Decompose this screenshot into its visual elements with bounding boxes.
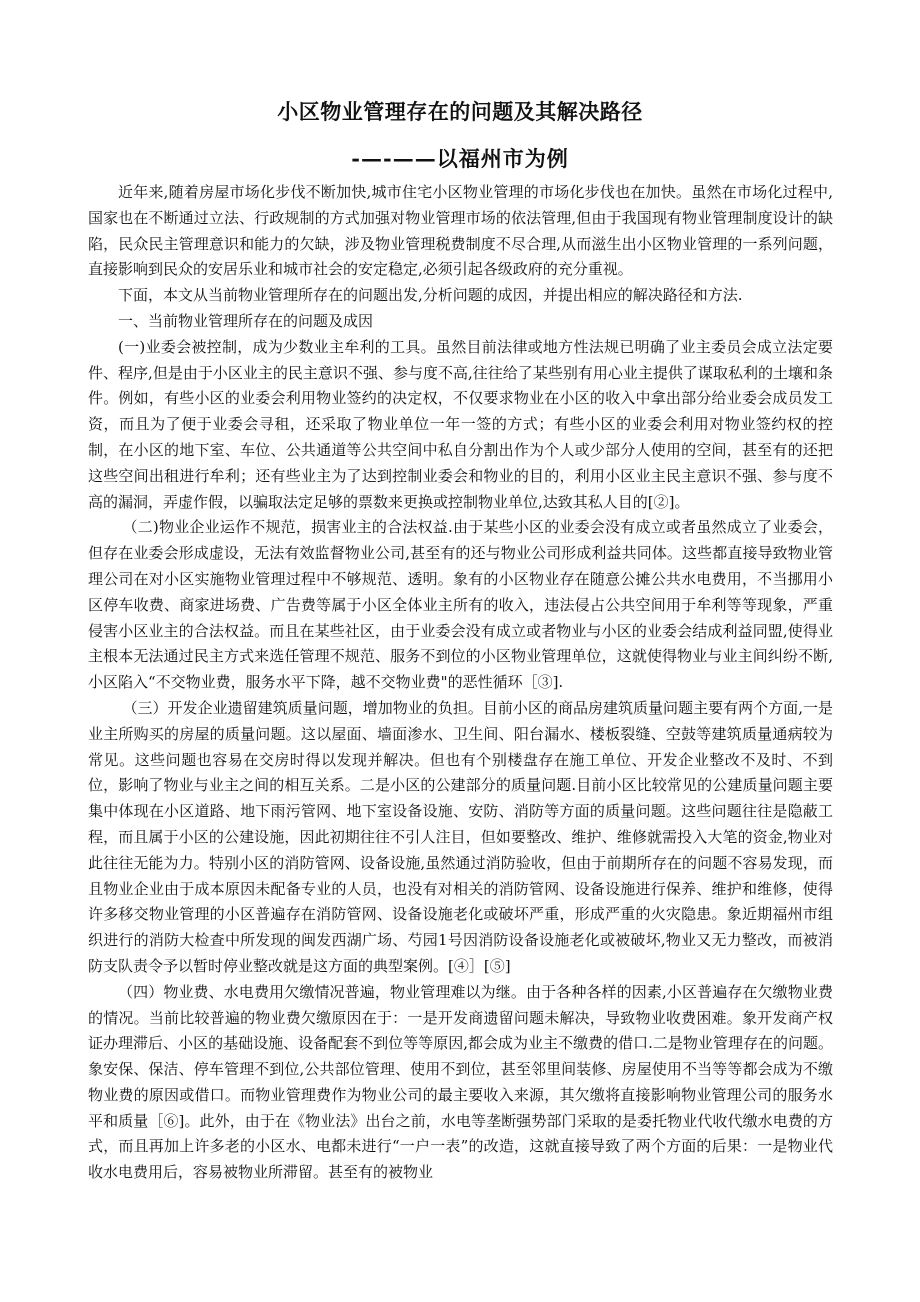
section-heading: 一、当前物业管理所存在的问题及成因 xyxy=(118,311,374,330)
paragraph-intro: 近年来,随着房屋市场化步伐不断加快,城市住宅小区物业管理的市场化步伐也在加快。虽然在市场化过程中,国家也在不断通过立法、行政规制的方式加强对物业管理市场的依法管理,但由于我国现有物业管理制度设计的缺陷，民众民主管理意识和能力的欠缺，涉及物业管理税费制度不尽合理,从而滋生出小区物业管理的一系列问题，直接影响到民众的安居乐业和城市社会的安定稳定,必须引起各级政府的充分重视。 xyxy=(88,183,833,279)
page-subtitle: -—-——以福州市为例 xyxy=(351,146,569,171)
page-title: 小区物业管理存在的问题及其解决路径 xyxy=(277,99,643,124)
article-body xyxy=(88,180,833,1186)
paragraph-point-3: （三）开发企业遗留建筑质量问题，增加物业的负担。目前小区的商品房建筑质量问题主要有两个方面,一是业主所购买的房屋的质量问题。这以屋面、墙面渗水、卫生间、阳台漏水、楼板裂缝、空鼓等建筑质量通病较为常见。这些问题也容易在交房时得以发现并解决。但也有个别楼盘存在施工单位、开发企业整改不及时、不到位，影响了物业与业主之间的相互关系。二是小区的公建部分的质量问题.目前小区比较常见的公建质量问题主要集中体现在小区道路、地下雨污管网、地下室设备设施、安防、消防等方面的质量问题。这些问题往往是隐蔽工程，而且属于小区的公建设施，因此初期往往不引人注目，但如要整改、维护、维修就需投入大笔的资金,物业对此往往无能为力。特别小区的消防管网、设备设施,虽然通过消防验收，但由于前期所存在的问题不容易发现，而且物业企业由于成本原因未配备专业的人员，也没有对相关的消防管网、设备设施进行保养、维护和维修，使得许多移交物业管理的小区普遍存在消防管网、设备设施老化或破坏严重，形成严重的火灾隐患。象近期福州市组织进行的消防大检查中所发现的闽发西湖广场、芍园1号因消防设备设施老化或被破坏,物业又无力整改，而被消防支队责令予以暂时停业整改就是这方面的典型案例。[④］[⑤] xyxy=(88,698,833,975)
paragraph-point-1: (一)业委会被控制，成为少数业主牟利的工具。虽然目前法律或地方性法规已明确了业主委员会成立法定要件、程序,但是由于小区业主的民主意识不强、参与度不高,往往给了某些别有用心业主提供了谋取私利的土壤和条件。例如，有些小区的业委会利用物业签约的决定权，不仅要求物业在小区的收入中拿出部分给业委会成员发工资，而且为了便于业委会寻租，还采取了物业单位一年一签的方式；有些小区的业委会利用对物业签约权的控制，在小区的地下室、车位、公共通道等公共空间中私自分割出作为个人或少部分人使用的空间，甚至有的还把这些空间出租进行牟利；还有些业主为了达到控制业委会和物业的目的，利用小区业主民主意识不强、参与度不高的漏洞，弄虚作假，以骗取法定足够的票数来更换或控制物业单位,达致其私人目的[②]。 xyxy=(88,337,833,511)
paragraph-point-4: （四）物业费、水电费用欠缴情况普遍，物业管理难以为继。由于各种各样的因素,小区普遍存在欠缴物业费的情况。当前比较普遍的物业费欠缴原因在于：一是开发商遗留问题未解决，导致物业收费困难。象开发商产权证办理滞后、小区的基础设施、设备配套不到位等等原因,都会成为业主不缴费的借口.二是物业管理存在的问题。象安保、保洁、停车管理不到位,公共部位管理、使用不到位，甚至邻里间装修、房屋使用不当等等都会成为不缴物业费的原因或借口。而物业管理费作为物业公司的最主要收入来源，其欠缴将直接影响物业管理公司的服务水平和质量［⑥]。此外，由于在《物业法》出台之前，水电等垄断强势部门采取的是委托物业代收代缴水电费的方式，而且再加上许多老的小区水、电都未进行“一户一表”的改造，这就直接导致了两个方面的后果：一是物业代收水电费用后，容易被物业所滞留。甚至有的被物业 xyxy=(88,982,833,1182)
paragraph-point-2: （二)物业企业运作不规范，损害业主的合法权益.由于某些小区的业委会没有成立或者虽然成立了业委会，但存在业委会形成虚设，无法有效监督物业公司,甚至有的还与物业公司形成利益共同体。这些都直接导致物业管理公司在对小区实施物业管理过程中不够规范、透明。象有的小区物业存在随意公摊公共水电费用，不当挪用小区停车收费、商家进场费、广告费等属于小区全体业主所有的收入，违法侵占公共空间用于牟利等等现象，严重侵害小区业主的合法权益。而且在某些社区，由于业委会没有成立或者物业与小区的业委会结成利益同盟,使得业主根本无法通过民主方式来选任管理不规范、服务不到位的小区物业管理单位，这就使得物业与业主间纠纷不断,小区陷入“不交物业费，服务水平下降，越不交物业费"的恶性循环［③]. xyxy=(88,518,833,692)
paragraph-overview: 下面，本文从当前物业管理所存在的问题出发,分析问题的成因，并提出相应的解决路径和方法. xyxy=(118,286,743,305)
